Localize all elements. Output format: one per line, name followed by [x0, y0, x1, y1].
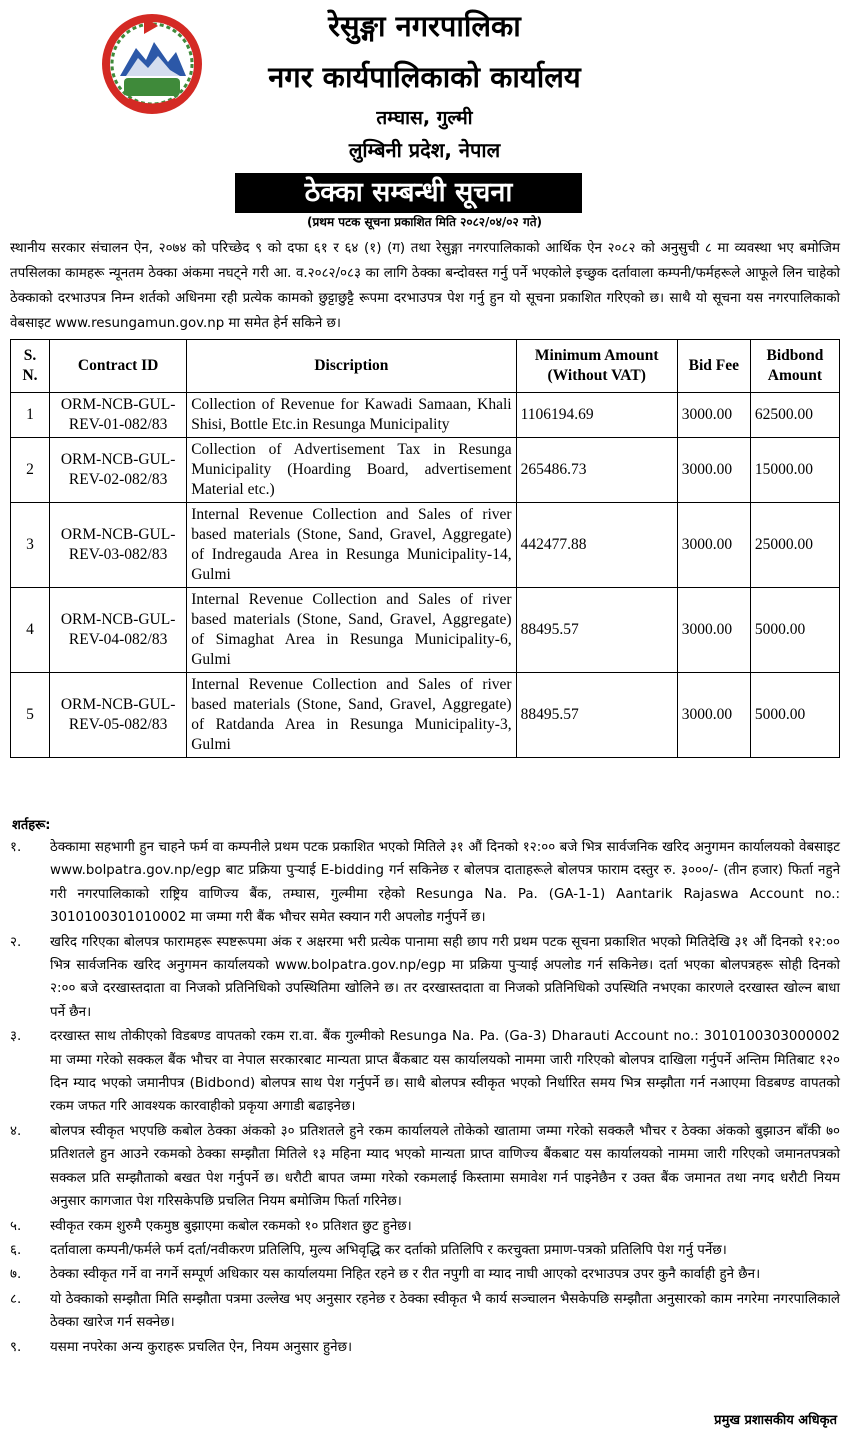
term-number: ६. [10, 1242, 22, 1258]
cell-sn: 3 [11, 503, 50, 588]
cell-description: Internal Revenue Collection and Sales of river based materials (Stone, Sand, Gravel, Aggregate) of Simaghat Area in Resunga Municipality-6, Gulmi [187, 588, 516, 673]
header-sn: S. N. [11, 340, 50, 393]
term-item [10, 836, 840, 930]
municipality-name: रेसुङ्गा नगरपालिका [328, 9, 521, 43]
cell-min-amount: 88495.57 [516, 588, 677, 673]
term-number: ७. [10, 1267, 22, 1283]
cell-contract-id: ORM-NCB-GUL-REV-03-082/83 [50, 503, 187, 588]
terms-list [10, 836, 840, 1360]
term-number: १. [10, 840, 22, 855]
cell-bidbond: 25000.00 [750, 503, 839, 588]
term-number: ५. [10, 1218, 22, 1234]
tender-table [10, 339, 840, 758]
term-text: दर्तावाला कम्पनी/फर्मले फर्म दर्ता/नवीकरण प्रतिलिपि, मुल्य अभिवृद्धि कर दर्ताको प्रतिलिपि र करचुक्ता प्रमाण-पत्रको प्रतिलिपि पेश गर्नु पर्नेछ। [50, 1242, 727, 1258]
term-item [10, 1025, 840, 1119]
cell-bidbond: 62500.00 [750, 393, 839, 438]
signatory-title: प्रमुख प्रशासकीय अधिकृत [714, 1413, 837, 1428]
cell-min-amount: 88495.57 [516, 673, 677, 758]
term-text: यसमा नपरेका अन्य कुराहरू प्रचलित ऐन, नियम अनुसार हुनेछ। [50, 1339, 353, 1355]
header-min-amount: Minimum Amount (Without VAT) [516, 340, 677, 393]
term-text: यो ठेक्काको सम्झौता मिति सम्झौता पत्रमा उल्लेख भए अनुसार रहनेछ र ठेक्का स्वीकृत भै कार्य सञ्चालन भैसकेपछि सम्झौता अनुसारको काम नगरेमा नगरपालिकाले ठेक्का खारेज गर्न सक्नेछ। [50, 1291, 840, 1331]
cell-min-amount: 265486.73 [516, 438, 677, 503]
cell-bid-fee: 3000.00 [677, 588, 750, 673]
intro-paragraph: स्थानीय सरकार संचालन ऐन, २०७४ को परिच्छेद ९ को दफा ६१ र ६४ (१) (ग) तथा रेसुङ्गा नगरपालिकाको आर्थिक ऐन २०८२ को अनुसुची ८ मा व्यवस्था भए बमोजिम तपसिलका कामहरू न्यूनतम ठेक्का अंकमा नघट्ने गरी आ. व.२०८२/०८३ का लागि ठेक्का बन्दोवस्त गर्नु पर्ने भएकोले इच्छुक दर्तावाला कम्पनी/फर्महरूले आफूले लिन चाहेको ठेक्काको दरभाउपत्र निम्न शर्तको अधिनमा रही प्रत्येक कामको छुट्टाछुट्टै रूपमा दरभाउपत्र पेश गर्नु हुन यो सूचना प्रकाशित गरिएको छ। साथै यो सूचना यस नगरपालिकाको वेबसाइट www.resungamun.gov.np मा समेत हेर्न सकिने छ। [10, 241, 840, 331]
term-item [10, 931, 840, 1025]
term-number: २. [10, 934, 22, 950]
term-number: ८. [10, 1291, 22, 1307]
cell-bid-fee: 3000.00 [677, 673, 750, 758]
cell-sn: 4 [11, 588, 50, 673]
cell-description: Internal Revenue Collection and Sales of river based materials (Stone, Sand, Gravel, Aggregate) of Indregauda Area in Resunga Municipality-14, Gulmi [187, 503, 516, 588]
province-country: लुम्बिनी प्रदेश, नेपाल [348, 138, 501, 162]
table-row [11, 588, 840, 673]
cell-bid-fee: 3000.00 [677, 503, 750, 588]
table-header-row [11, 340, 840, 393]
cell-contract-id: ORM-NCB-GUL-REV-05-082/83 [50, 673, 187, 758]
term-item [10, 1239, 840, 1262]
term-text: स्वीकृत रकम शुरुमै एकमुष्ठ बुझाएमा कबोल रकमको १० प्रतिशत छुट हुनेछ। [50, 1218, 412, 1234]
term-item [10, 1336, 840, 1359]
cell-bidbond: 15000.00 [750, 438, 839, 503]
table-row [11, 393, 840, 438]
term-number: ३. [10, 1029, 22, 1045]
notice-title-banner: ठेक्का सम्बन्धी सूचना [235, 173, 582, 213]
cell-contract-id: ORM-NCB-GUL-REV-04-082/83 [50, 588, 187, 673]
cell-sn: 1 [11, 393, 50, 438]
term-text: ठेक्का स्वीकृत गर्ने वा नगर्ने सम्पूर्ण अधिकार यस कार्यालयमा निहित रहने छ र रीत नपुगी वा म्याद नाघी आएको दरभाउपत्र उपर कुनै कार्वाही हुने छैन। [50, 1267, 761, 1283]
table-row [11, 673, 840, 758]
term-number: ४. [10, 1123, 22, 1139]
cell-sn: 2 [11, 438, 50, 503]
cell-contract-id: ORM-NCB-GUL-REV-02-082/83 [50, 438, 187, 503]
cell-min-amount: 442477.88 [516, 503, 677, 588]
term-item [10, 1263, 840, 1286]
term-item [10, 1215, 840, 1238]
cell-description: Collection of Advertisement Tax in Resunga Municipality (Hoarding Board, advertisement Material etc.) [187, 438, 516, 503]
publication-date-note: (प्रथम पटक सूचना प्रकाशित मिति २०८२/०४/०२ गते) [306, 215, 543, 229]
term-text: खरिद गरिएका बोलपत्र फारामहरू स्पष्टरूपमा अंक र अक्षरमा भरी प्रत्येक पानामा सही छाप गरी प्रथम पटक सूचना प्रकाशित भएको मितिदेखि ३१ औं दिनको १२:०० भित्र सार्वजनिक खरिद अनुगमन कार्यालयको www.bolpatra.gov.np/egp मा प्रक्रिया पुऱ्याई अपलोड गर्न सकिनेछ। दर्ता भएका बोलपत्रहरू सोही दिनको २:०० बजे दरखास्तदाता वा निजको प्रतिनिधिको उपस्थितिमा खोलिने छ। तर दरखास्तदाता वा निजको प्रतिनिधिको उपस्थिति नभएका कारणले दरखास्त खोल्न बाधा पर्ने छैन। [50, 934, 840, 1020]
office-location: तम्घास, गुल्मी [376, 107, 473, 129]
cell-sn: 5 [11, 673, 50, 758]
terms-heading: शर्तहरू: [12, 818, 51, 833]
term-number: ९. [10, 1339, 22, 1355]
notice-header [0, 0, 849, 215]
term-text: बोलपत्र स्वीकृत भएपछि कबोल ठेक्का अंकको ३० प्रतिशतले हुने रकम कार्यालयले तोकेको खातामा जम्मा गरेको सक्कलै भौचर र ठेक्का अंकको बुझाउन बाँकी ७० प्रतिशतले हुन आउने रकमको ठेक्का सम्झौता मितिले १३ महिना म्याद भएको मान्यता प्राप्त वाणिज्य बैंकबाट यस कार्यालयको नाममा जारी गरिएको जमानतपत्रको सक्कल प्रति सम्झौताको बखत पेश गर्नुपर्ने छ। धरौटी बापत जम्मा गरेको रकमलाई किस्तामा समावेश गर्न पाइनेछैन र उक्त बैंक जमानत तथा नगद धरौटी नियम अनुसार कागजात पेश गरिसकेपछि प्रचलित नियम बमोजिम फिर्ता गरिनेछ। [50, 1123, 840, 1210]
cell-bid-fee: 3000.00 [677, 393, 750, 438]
office-name: नगर कार्यपालिकाको कार्यालय [268, 60, 581, 94]
header-bidbond: Bidbond Amount [750, 340, 839, 393]
cell-description: Internal Revenue Collection and Sales of river based materials (Stone, Sand, Gravel, Aggregate) of Ratdanda Area in Resunga Municipality-3, Gulmi [187, 673, 516, 758]
header-contract-id: Contract ID [50, 340, 187, 393]
cell-bid-fee: 3000.00 [677, 438, 750, 503]
table-row [11, 503, 840, 588]
term-text: ठेक्कामा सहभागी हुन चाहने फर्म वा कम्पनीले प्रथम पटक प्रकाशित भएको मितिले ३१ औं दिनको १२:०० बजे भित्र सार्वजनिक खरिद अनुगमन कार्यालयको वेबसाइट www.bolpatra.gov.np/egp बाट प्रक्रिया पुऱ्याई E-bidding गर्न सकिनेछ र बोलपत्र दाताहरूले बोलपत्र फाराम दस्तुर रु. ३०००/- (तीन हजार) फिर्ता नहुने गरी नगरपालिकाको राष्ट्रिय वाणिज्य बैंक, तम्घास, गुल्मीमा रहेको Resunga Na. Pa. (GA-1-1) Aantarik Rajaswa Account no.: 3010100301010002 मा जम्मा गरी बैंक भौचर समेत स्क्यान गरी अपलोड गर्नुपर्ने छ। [50, 840, 840, 926]
header-description: Discription [187, 340, 516, 393]
cell-bidbond: 5000.00 [750, 588, 839, 673]
table-row [11, 438, 840, 503]
term-text: दरखास्त साथ तोकीएको विडबण्ड वापतको रकम रा.वा. बैंक गुल्मीको Resunga Na. Pa. (Ga-3) Dharauti Account no.: 3010100303000002 मा जम्मा गरेको सक्कल बैंक भौचर वा नेपाल सरकारबाट मान्यता प्राप्त बैंकबाट यस कार्यालयको नाममा जारी गरिएको बोलपत्र दाखिला गर्नुपर्ने अन्तिम मितिबाट १२० दिन म्याद भएको जमानीपत्र (Bidbond) बोलपत्र साथ पेश गर्नुपर्ने छ। साथै बोलपत्र स्वीकृत भएको निर्धारित समय भित्र सम्झौता गर्न नआएमा विडबण्ड वापतको रकम जफत गरि आवश्यक कारवाहीको प्रकृया अगाडी बढाइनेछ। [50, 1029, 840, 1115]
cell-contract-id: ORM-NCB-GUL-REV-01-082/83 [50, 393, 187, 438]
cell-bidbond: 5000.00 [750, 673, 839, 758]
header-bid-fee: Bid Fee [677, 340, 750, 393]
cell-description: Collection of Revenue for Kawadi Samaan, Khali Shisi, Bottle Etc.in Resunga Municipality [187, 393, 516, 438]
term-item [10, 1120, 840, 1214]
cell-min-amount: 1106194.69 [516, 393, 677, 438]
term-item [10, 1288, 840, 1335]
